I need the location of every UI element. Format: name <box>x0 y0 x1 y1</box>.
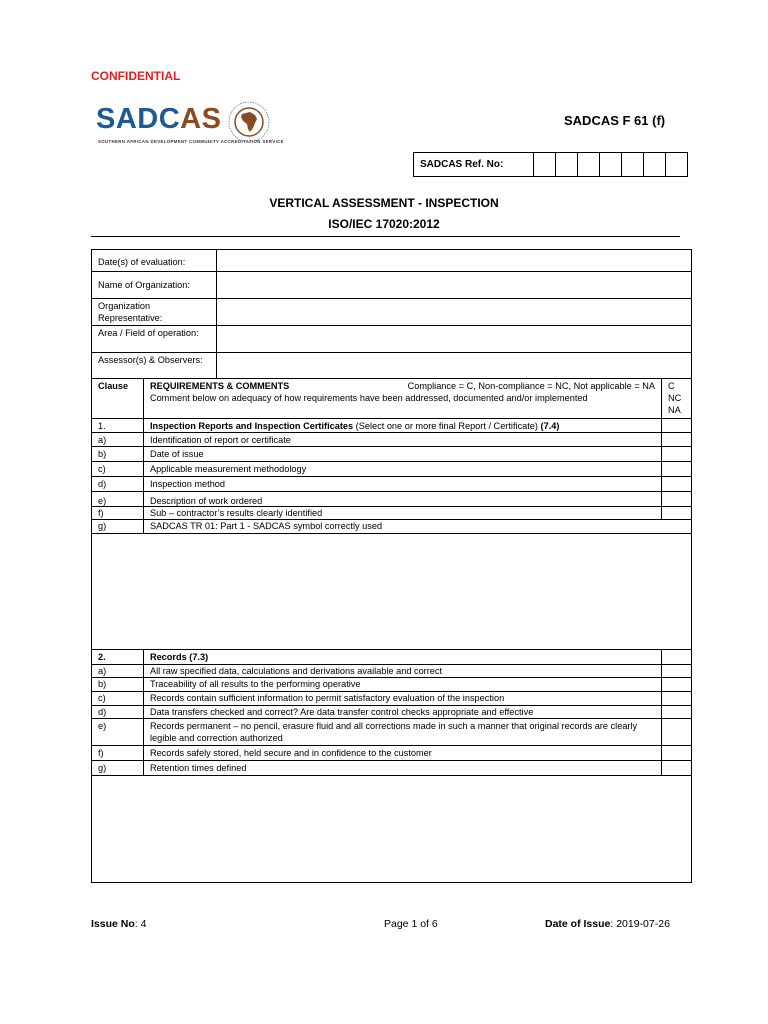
compliance-box[interactable] <box>662 419 691 432</box>
info-row-representative <box>92 299 691 326</box>
assessment-form <box>91 249 692 883</box>
confidential-label: CONFIDENTIAL <box>91 69 181 83</box>
info-row-area <box>92 326 691 353</box>
table-header <box>92 379 691 419</box>
info-label: Assessor(s) & Observers: <box>92 353 217 378</box>
title-divider <box>91 236 680 237</box>
compliance-box[interactable] <box>662 477 691 491</box>
table-row: g) SADCAS TR 01: Part 1 - SADCAS symbol correctly used <box>92 520 691 534</box>
logo-wordmark: SADCAS <box>96 103 222 135</box>
table-row: d) Inspection method <box>92 477 691 492</box>
compliance-box[interactable] <box>662 692 691 705</box>
section-title: Records (7.3) <box>144 650 662 664</box>
logo-subtitle: SOUTHERN AFRICAN DEVELOPMENT COMMUNITY ACCREDITATION SERVICE <box>98 139 284 144</box>
table-row: c) Records contain sufficient information to permit satisfactory evaluation of the inspection <box>92 692 691 706</box>
ref-digit-box[interactable] <box>644 153 666 177</box>
document-standard: ISO/IEC 17020:2012 <box>328 217 440 231</box>
section-number: 2. <box>92 650 144 664</box>
ref-digit-box[interactable] <box>622 153 644 177</box>
footer-date-of-issue: Date of Issue: 2019-07-26 <box>545 918 670 930</box>
ref-digit-box[interactable] <box>534 153 556 177</box>
info-value-field[interactable] <box>217 272 691 298</box>
comment-field[interactable] <box>92 534 691 649</box>
info-value-field[interactable] <box>217 250 691 271</box>
info-value-field[interactable] <box>217 299 691 325</box>
compliance-box[interactable] <box>662 447 691 461</box>
section-number: 1. <box>92 419 144 432</box>
info-row-organization <box>92 272 691 299</box>
form-code: SADCAS F 61 (f) <box>564 113 666 128</box>
table-row: g) Retention times defined <box>92 761 691 776</box>
footer-page-number: Page 1 of 6 <box>384 918 438 930</box>
compliance-box[interactable] <box>662 761 691 775</box>
compliance-legend: C NC NA <box>668 381 682 415</box>
compliance-box[interactable] <box>662 719 691 745</box>
info-label: Name of Organization: <box>92 272 217 298</box>
comment-area-section-1 <box>92 534 691 650</box>
ref-no-label: SADCAS Ref. No: <box>414 153 534 177</box>
info-value-field[interactable] <box>217 326 691 352</box>
compliance-box[interactable] <box>662 665 691 677</box>
document-title: VERTICAL ASSESSMENT - INSPECTION <box>269 196 499 210</box>
compliance-box[interactable] <box>662 650 691 664</box>
info-row-date <box>92 250 691 272</box>
ref-digit-box[interactable] <box>600 153 622 177</box>
ref-no-table <box>413 152 688 177</box>
compliance-box[interactable] <box>662 746 691 760</box>
requirements-title: REQUIREMENTS & COMMENTS <box>149 381 290 391</box>
table-row: b) Traceability of all results to the performing operative <box>92 678 691 692</box>
table-row: a) All raw specified data, calculations and derivations available and correct <box>92 665 691 678</box>
table-row: c) Applicable measurement methodology <box>92 462 691 477</box>
table-row: a) Identification of report or certificate <box>92 433 691 447</box>
comment-note: Comment below on adequacy of how requirements have been addressed, documented and/or implemented <box>149 393 588 403</box>
compliance-box[interactable] <box>662 706 691 718</box>
table-row: f) Records safely stored, held secure and in confidence to the customer <box>92 746 691 761</box>
ref-digit-box[interactable] <box>556 153 578 177</box>
info-row-assessors <box>92 353 691 379</box>
compliance-box[interactable] <box>662 492 691 506</box>
africa-map-icon <box>228 99 274 145</box>
table-row: d) Data transfers checked and correct? Are data transfer control checks appropriate and effective <box>92 706 691 719</box>
compliance-box[interactable] <box>662 507 691 519</box>
compliance-box[interactable] <box>662 462 691 476</box>
comment-field[interactable] <box>92 776 691 882</box>
ref-digit-box[interactable] <box>578 153 600 177</box>
ref-digit-box[interactable] <box>666 153 688 177</box>
section-heading <box>92 650 691 665</box>
table-row: e) Description of work ordered <box>92 492 691 507</box>
compliance-box[interactable] <box>662 433 691 446</box>
comment-area-section-2 <box>92 776 691 882</box>
compliance-box[interactable] <box>662 678 691 691</box>
compliance-key: Compliance = C, Non-compliance = NC, Not applicable = NA <box>407 381 656 391</box>
info-label: Area / Field of operation: <box>92 326 217 352</box>
section-title: Inspection Reports and Inspection Certificates (Select one or more final Report / Certificate) (7.4) <box>144 419 662 432</box>
clause-header: Clause <box>92 379 144 418</box>
info-label: Date(s) of evaluation: <box>92 250 217 271</box>
section-heading <box>92 419 691 433</box>
info-label: Organization Representative: <box>92 299 217 325</box>
table-row: e) Records permanent – no pencil, erasure fluid and all corrections made in such a manner that original records are clearly legible and correction authorized <box>92 719 691 746</box>
sadcas-logo <box>96 99 284 151</box>
table-row: f) Sub – contractor’s results clearly identified <box>92 507 691 520</box>
footer-issue: Issue No: 4 <box>91 918 147 930</box>
info-value-field[interactable] <box>217 353 691 378</box>
table-row: b) Date of issue <box>92 447 691 462</box>
requirements-header <box>144 379 662 418</box>
